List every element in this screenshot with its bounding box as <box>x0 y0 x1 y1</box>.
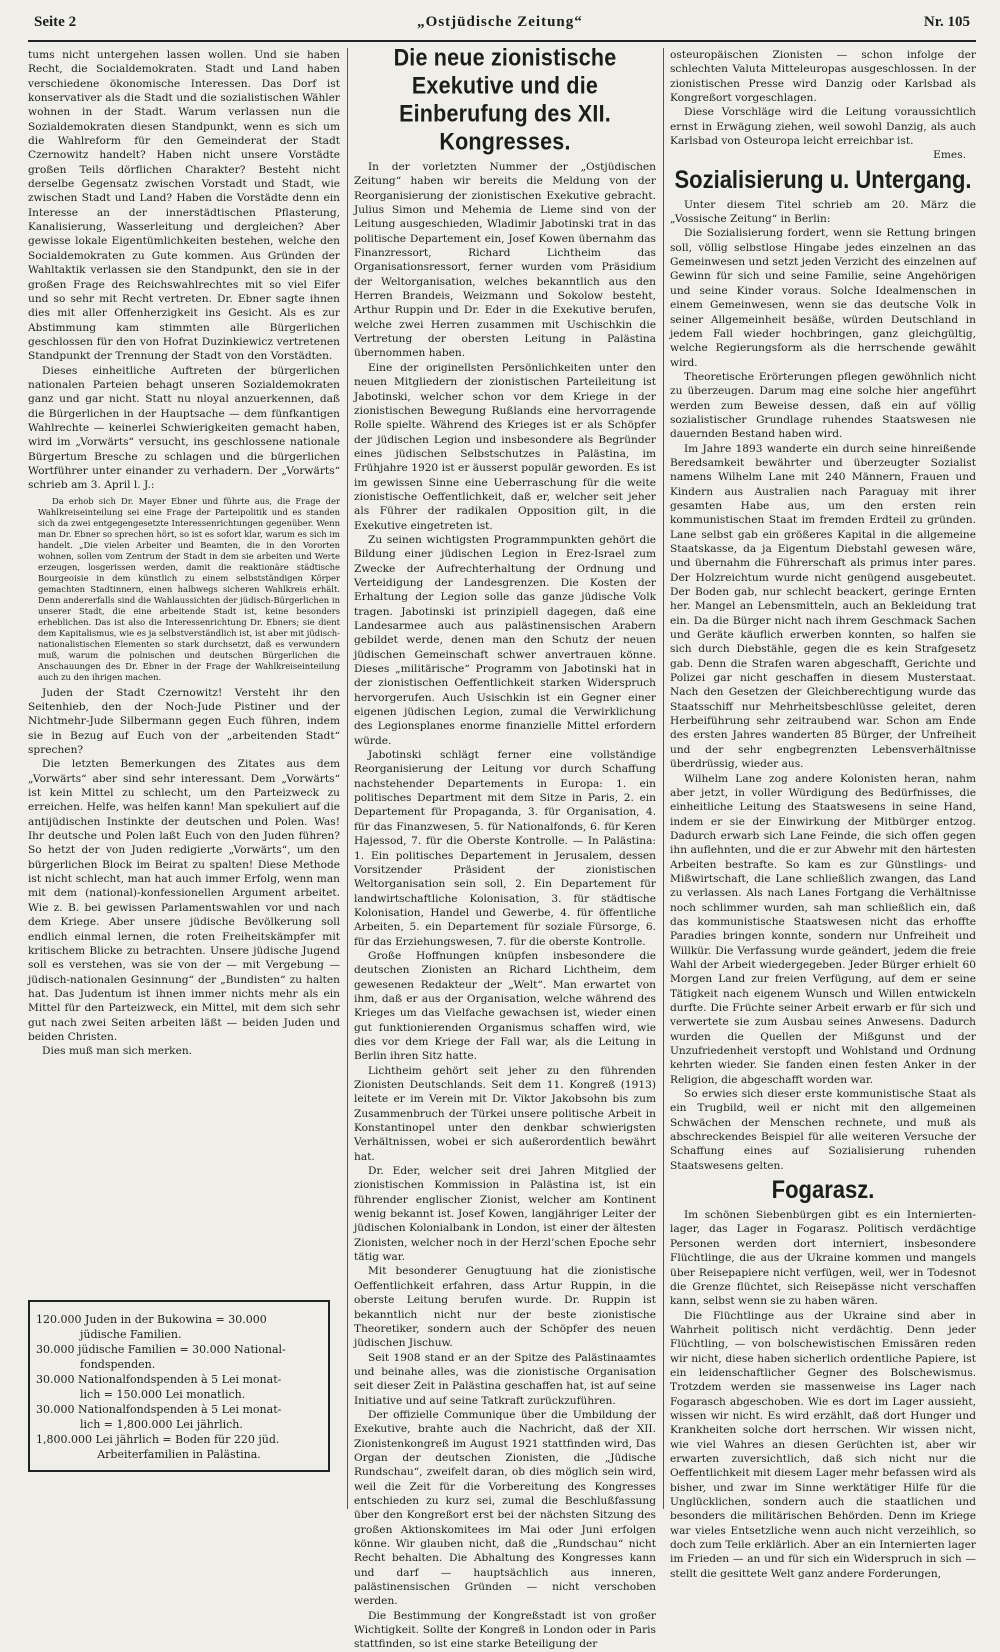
article-paragraph: Dies muß man sich merken. <box>42 1045 193 1058</box>
box-line: lich = 150.000 Lei monatlich. <box>80 1388 246 1401</box>
article-headline: Die neue zionistische Exekutive und die Einberufung des XII. Kongresses. <box>393 44 617 155</box>
column-1 <box>28 48 340 1509</box>
box-line: 30.000 Nationalfondspenden à 5 Lei monat- <box>36 1373 282 1386</box>
article-paragraph: Mit besonderer Genugtuung hat die zionistische Oeffentlichkeit erfahren, dass Artur Ruppin, in die oberste Leitung berufen wurde. Dr. Ruppin ist bekanntlich nicht nur der beste zionistische Theoretiker, sondern auch der Schöpfer des neuen jüdischen Jischuw. <box>354 1265 656 1350</box>
article-paragraph: Die letzten Bemerkungen des Zitates aus dem „Vorwärts“ aber sind sehr interessant. Dem „Vorwärts“ ist kein Mittel zu schlecht, um den Parteizweck zu erreichen. Helfe, was helfen kann! Man spekuliert auf die antijüdischen Instinkte der deutschen und Polen. Was! Ihr deutsche und Polen laßt Euch von den Juden führen? So hetzt der von Juden redigierte „Vorwärts“, um den bürgerlichen Block im Beirat zu spalten! Diese Methode ist nicht schlecht, man hat auch immer Erfolg, wenn man mit dem (national)-konfessionellen Argument arbeitet. Wie z. B. bei gewissen Parlamentswahlen vor und nach dem Kriege. Aber unsere jüdische Bevölkerung soll endlich einmal lernen, die roten Freiheitskämpfer mit kritischem Blicke zu betrachten. Unsere jüdische Jugend soll es verstehen, was sie von der — mit Vergebung — jüdisch-nationalen Gesinnung“ der „Bundisten“ zu halten hat. Das Judentum ist ihnen immer nichts mehr als ein Mittel für den Parteizweck, ein Mittel, mit dem sich sehr gut nach zwei Seiten arbeiten läßt — beiden Juden und beiden Christen. <box>28 758 340 1043</box>
article-paragraph: tums nicht untergehen lassen wollen. Und sie haben Recht, die Socialdemokraten. Stadt und Land haben verschiedene ökonomische Interessen. Das Dorf ist konservativer als die Stadt und die sozialistischen Wähler wohnen in der Stadt. Warum verlassen nun die Sozialdemokraten diesen Standpunkt, wenn es sich um die Wahlreform für den Gemeinderat der Stadt Czernowitz handelt? Haben nicht unsere Vorstädte großen Teils dörflichen Charakter? Besteht nicht derselbe Gegensatz zwischen Vorstadt und Stadt, wie zwischen Stadt und Land? Haben die Vorstädte denn ein Interesse an der innerstädtischen Pflasterung, Kanalisierung, Wasserleitung und dergleichen? Aber gewisse lokale Eigentümlichkeiten bestehen, welche den Socialdemokraten zu Gute kommen. Aus Gründen der Wahltaktik verlassen sie den Standpunkt, den sie in der großen Frage des Reichswahlrechtes mit so viel Eifer und so sehr mit Recht vertreten. Dr. Ebner sagte ihnen dies mit aller Offenherzigkeit ins Gesicht. Als es zur Abstimmung kam stimmten alle Bürgerlichen geschlossen für den von Hofrat Duzinkiewicz vertretenen Standpunkt der Trennung der Stadt von den Vorstädten. <box>28 49 340 363</box>
box-line: fondspenden. <box>80 1358 156 1371</box>
box-line: jüdische Familien. <box>80 1328 182 1341</box>
article-paragraph: Zu seinen wichtigsten Programmpunkten gehört die Bildung einer jüdischen Legion in Erez-Israel zum Zwecke der Aufrechterhaltung der Ordnung und Verteidigung der Landesgrenzen. Die Kosten der Erhaltung der Legion solle das ganze jüdische Volk tragen. Jabotinski ist prinzipiell dagegen, daß eine Landesarmee auch aus palästinensischen Arabern gebildet werde, denen man den Schutz der neuen jüdischen Gemeinschaft schwer anvertrauen könne. Dieses „militärische“ Programm von Jabotinski hat in der zionistischen Oeffentlichkeit starken Widerspruch hervorgerufen. Auch Usischkin ist ein Gegner einer eigenen jüdischen Legion, zumal die Verwirklichung des Legionsplanes enorme finanzielle Mittel erfordern würde. <box>354 533 656 747</box>
article-headline: Sozialisierung u. Untergang. <box>674 164 972 194</box>
article-paragraph: Jabotinski schlägt ferner eine vollständige Reorganisierung der Leitung vor durch Schaffung nachstehender Departements in Europa: 1. ein politisches Department mit dem Sitze in Paris, 2. ein Departement für Propaganda, 3. für Organisation, 4. für das Finanzwesen, 5. für Nationalfonds, 6. für Keren Hajessod, 7. für die Oberste Kontrolle. — In Palästina: 1. Ein politisches Departement in Jerusalem, dessen Vorsitzender Präsident der zionistischen Weltorganisation sein soll, 2. Ein Departement für landwirtschaftliche Kolonisation, 3. für städtische Kolonisation, Handel und Gewerbe, 4. für öffentliche Arbeiten, 5. ein Departement für soziale Fürsorge, 6. für das Erziehungswesen, 7. für die oberste Kontrolle. <box>354 749 656 948</box>
article-paragraph: Juden der Stadt Czernowitz! Versteht ihr den Seitenhieb, den der Noch-Jude Pistiner und der Nichtmehr-Jude Silbermann gegen Euch führen, indem sie in Bezug auf Euch von der „arbeitenden Stadt“ sprechen? <box>28 686 340 757</box>
article-paragraph: Die Flüchtlinge aus der Ukraine sind aber in Wahrheit politisch nicht verdächtig. Denn jeder Flüchtling, — von bolschewistischen Emissären reden wir nicht, diese haben sicherlich ordentliche Papiere, ist ein leidenschaftlicher Gegner des Bolschewismus. Trotzdem werden sie massenweise ins Lager nach Fogarasch abgeschoben. Wie es dort im Lager aussieht, wissen wir nicht. Es wird erzählt, daß dort Hunger und Krankheiten solche dort herrschen. Wir wissen nicht, wie viel Wahres an diesen Gerüchten ist, aber wir erwarten zuversichtlich, daß sich nicht nur die Oeffentlichkeit mit diesem Lager mehr befassen wird als bisher, und zwar im Sinne werktätiger Hilfe für die Unglücklichen, sondern auch die staatlichen und besonders die militärischen Behörden. Denn im Kriege war vieles Entsetzliche wenn auch nicht verzeihlich, so doch zum Teile erklärlich. Aber an ein Internierten lager im Frieden — an und für sich ein Widerspruch in sich — stellt die gesittete Welt ganz andere Forderungen, <box>670 1309 976 1580</box>
article-paragraph: In der vorletzten Nummer der „Ostjüdischen Zeitung“ haben wir bereits die Meldung von der Reorganisierung der zionistischen Exekutive gebracht. Julius Simon und Mehemia de Lieme sind von der Leitung ausgeschieden, Wladimir Jabotinski trat in das politische Departement ein, Josef Kowen übernahm das Finanzressort, Richard Lichtheim das Organisationsressort, ferner wurden vom Präsidium der Weltorganisation, welches bekanntlich aus den Herren Brandeis, Weizmann und Sokolow besteht, Arthur Ruppin und Dr. Eder in die Exekutive berufen, welche zwei Herren zusammen mit Uschischkin die Vertretung der obersten Leitung in Palästina übernommen haben. <box>354 161 656 360</box>
article-paragraph: Diese Vorschläge wird die Leitung voraussichtlich ernst in Erwägung ziehen, weil sowohl Danzig, als auch Karlsbad von Osteuropa leicht erreichbar ist. <box>670 106 976 148</box>
article-paragraph: Die Sozialisierung fordert, wenn sie Rettung bringen soll, völlig selbstlose Hingabe jedes einzelnen an das Gemeinwesen und setzt jeden Verzicht des einzelnen auf Gewinn für sich und seine Familie, seine Angehörigen und seine Kinder voraus. Solche Idealmenschen in einem Gemeinwesen, wenn sie das deutsche Volk in seiner Allgemeinheit besäße, würden Deutschland in jedem Fall wieder hochbringen, ganz gleichgültig, welche Regierungsform als die herrschende gewählt wird. <box>670 227 976 369</box>
article-paragraph: Wilhelm Lane zog andere Kolonisten heran, nahm aber jetzt, in voller Würdigung des Bedürfnisses, die einheitliche Leitung des Staatswesens in seine Hand, indem er sie der Einwirkung der Mitbürger entzog. Dadurch erwarb sich Lane Feinde, die sich offen gegen ihn auflehnten, und die er zur Abwehr mit den härtesten Arbeiten bestrafte. So kam es zur Günstlings- und Mißwirtschaft, die Lane schließlich zwangen, das Land zu verlassen. Als nach Lanes Fortgang die Verhältnisse noch schlimmer wurden, sah man schließlich ein, daß das kommunistische Staatswesen nicht das erhoffte Paradies bringen konnte, sondern nur Unfreiheit und Willkür. Die Verfassung wurde geändert, jedem die freie Wahl der Arbeit wiedergegeben. Jeder Bürger erhielt 60 Morgen Land zur freien Verfügung, auf dem er seine Tätigkeit nach eigenem Wunsch und Willen entwickeln durfte. Die Früchte seiner Arbeit erwarb er für sich und verwertete sie zum Ausbau seines Anwesens. Dadurch wurden die Quellen der Mißgunst und der Unzufriedenheit verstopft und Wohlstand und Ordnung kehrten wieder. Sie fanden einen festen Anker in der Religion, die abgeschafft worden war. <box>670 772 976 1086</box>
column-divider <box>347 48 348 1509</box>
article-paragraph: Lichtheim gehört seit jeher zu den führenden Zionisten Deutschlands. Seit dem 11. Kongreß (1913) leitete er im Verein mit Dr. Viktor Jakobsohn bis zum Zusammenbruch der Türkei unsere politische Arbeit in Konstantinopel unter den denkbar schwierigsten Verhältnissen, wobei er sich außerordentlich bewährt hat. <box>354 1064 656 1163</box>
article-paragraph: osteuropäischen Zionisten — schon infolge der schlechten Valuta Mitteleuropas ausgeschlossen. In der zionistischen Presse wird Danzig oder Karlsbad als Kongreßort vorgeschlagen. <box>670 49 976 105</box>
article-paragraph: Im schönen Siebenbürgen gibt es ein Internierten-lager, das Lager in Fogarasz. Politisch verdächtige Personen werden dort interniert, insbesondere Flüchtlinge, die aus der Ukraine kommen und mangels über Reisepapiere nicht verfügen, weil, wer in Todesnot die Grenze flüchtet, sich Reisepässe nicht verschaffen kann, selbst wenn sie zu haben wären. <box>670 1209 976 1308</box>
box-line: 30.000 jüdische Familien = 30.000 National- <box>36 1343 286 1356</box>
article-headline: Fogarasz. <box>771 1175 875 1204</box>
article-paragraph: Der offizielle Communique über die Umbildung der Exekutive, brahte auch die Nachricht, daß der XII. Zionistenkongreß im August 1921 stattfinden wird, Das Organ der deutschen Zionisten, die „Jüdische Rundschau“, zweifelt daran, ob dies möglich sein wird, weil die Zeit für die Vorbereitung des Kongresses entschieden zu kurz sei, zumal die Beschlußfassung über den Kongreßort erst bei der nächsten Sitzung des großen Aktionskomitees im Mai oder Juni erfolgen könne. Wir glauben nicht, daß die „Rundschau“ nicht Recht behalten. Die Abhaltung des Kongresses kann und darf — hauptsächlich aus inneren, palästinensischen Gründen — nicht verschoben werden. <box>354 1408 656 1608</box>
article-paragraph: Dr. Eder, welcher seit drei Jahren Mitglied der zionistischen Kommission in Palästina ist, ist ein führender englischer Zionist, welcher am Kontinent wenig bekannt ist. Josef Kowen, langjähriger Leiter der jüdischen Kolonialbank in London, ist einer der ältesten Zionisten, welcher noch in der Herzl’schen Epoche sehr tätig war. <box>354 1165 656 1264</box>
author-signature: Emes. <box>933 149 966 162</box>
issue-number: Nr. 105 <box>923 14 970 30</box>
quote-block: Da erhob sich Dr. Mayer Ebner und führte aus, die Frage der Wahlkreiseinteilung sei eine Frage der Parteipolitik und es standen sich da zwei entgegengesetzte Interessenrichtungen gegenüber. Wenn man Dr. Ebner so sprechen hört, so ist es sofort klar, warum es sich im handelt. „Die vielen Arbeiter und Beamten, die in den Vororten wohnen, sollen vom Zentrum der Stadt in dem sie arbeiten und Werte erzeugen, losgerissen werden, damit die reaktionäre städtische Bourgeoisie in dem künstlich zu einem selbstständigen Körper gemachten Stadtinnern, einen halbwegs sicheren Wahlkreis erhält. Denn andererfalls sind die Wahlaussichten der jüdisch-Bürgerlichen in unserer Stadt, die eine arbeitende Stadt ist, keine besonders erheblichen. Das ist also die Interessenrichtung Dr. Ebners; sie dient dem Kapitalismus, wie es ja selbstverständlich ist, ist aber mit jüdisch-nationalistischen Elementen so stark durchsetzt, daß es verwundern muß, warum die polnischen und deutschen Bürgerlichen die Anschauungen des Dr. Ebner in der Frage der Wahlkreiseinteilung auch zu den ihrigen machen. <box>38 495 340 682</box>
box-line: Arbeiterfamilien in Palästina. <box>97 1448 261 1461</box>
masthead <box>28 14 976 42</box>
article-paragraph: Theoretische Erörterungen pflegen gewöhnlich nicht zu überzeugen. Darum mag eine solche hier angeführt werden zum Beweise dessen, daß ein auf völlig sozialistischer Grundlage ruhendes Staatswesen nie dauernden Bestand haben wird. <box>670 370 976 441</box>
box-line: 30.000 Nationalfondspenden à 5 Lei monat- <box>36 1403 282 1416</box>
article-paragraph: Dieses einheitliche Auftreten der bürgerlichen nationalen Parteien behagt unseren Sozialdemokraten ganz und gar nicht. Statt nu nloyal anzuerkennen, daß die Bürgerlichen in der Hauptsache — dem fünfkantigen Wahlrechte — keinerlei Schwierigkeiten gemacht haben, wird im „Vorwärts“ versucht, ins geschlossene nationale Bürgertum Bresche zu schlagen und die bürgerlichen Wortführer unter einander zu verhadern. Der „Vorwärts“ schrieb am 3. April l. J.: <box>28 364 340 492</box>
article-paragraph: Unter diesem Titel schrieb am 20. März die „Vossische Zeitung“ in Berlin: <box>670 198 976 226</box>
article-paragraph: Eine der originellsten Persönlichkeiten unter den neuen Mitgliedern der zionistischen Parteileitung ist Jabotinski, welcher schon vor dem Kriege in der zionistischen Bewegung Rußlands eine hervorragende Rolle spielte. Während des Krieges ist er als Schöpfer der jüdischen Legion und insbesondere als Begründer eines jüdischen Selbstschutzes in Palästina, im Frühjahre 1920 ist er äusserst populär geworden. Es ist im gewissen Sinne eine Ueberraschung für die weite zionistische Oeffentlichkeit, daß er, welcher seit jeher als Führer der radikalen Opposition gilt, in die Exekutive eingetreten ist. <box>354 361 656 532</box>
page-number: Seite 2 <box>34 14 77 30</box>
fundraising-box <box>28 1300 330 1472</box>
box-line: 120.000 Juden in der Bukowina = 30.000 <box>36 1313 267 1326</box>
article-paragraph: So erwies sich dieser erste kommunistische Staat als ein Trugbild, weil er nicht mit den allgemeinen Schwächen der Menschen rechnete, und muß als abschreckendes Beispiel für alle weiteren Versuche der Schaffung eines auf Sozialisierung ruhenden Staatswesens gelten. <box>670 1088 976 1172</box>
column-divider <box>663 48 664 1509</box>
article-paragraph: Große Hoffnungen knüpfen insbesondere die deutschen Zionisten an Richard Lichtheim, dem gewesenen Redakteur der „Welt“. Man erwartet von ihm, daß er aus der Organisation, welche während des Krieges um das Vielfache gewachsen ist, wieder einen gut funktionierenden Organismus schaffen wird, wie dies vor dem Kriege der Fall war, als die Leitung in Berlin ihren Sitz hatte. <box>354 949 656 1063</box>
columns <box>28 44 976 1651</box>
column-2 <box>354 44 656 1651</box>
article-paragraph: Seit 1908 stand er an der Spitze des Palästinaamtes und beinahe alles, was die zionistische Organisation seit dieser Zeit in Palästina geschaffen hat, ist auf seine Initiative und auf seine Tatkraft zurückzuführen. <box>354 1351 656 1407</box>
column-3 <box>670 48 976 1580</box>
article-paragraph: Im Jahre 1893 wanderte ein durch seine hinreißende Beredsamkeit bewährter und überzeugter Sozialist namens Wilhelm Lane mit 240 Männern, Frauen und Kindern aus Australien nach Paraguay mit ihrer gesamten Habe aus, um den ersten rein kommunistischen Staat im fremden Erdteil zu gründen. Lane selbst gab ein größeres Kapital in die allgemeine Staatskasse, da ja Eigentum Diebstahl gewesen wäre, und übernahm die Führerschaft als primus inter pares. Der Holzreichtum wurde nicht genügend ausgebeutet. Der Boden gab, nur schlecht beackert, geringe Ernten her. Mangel an Lebensmitteln, auch an Bekleidung trat ein. Da die Bürger nicht nach ihrem Geschmack Sachen und Geräte käuflich erwerben konnten, so halfen sie sich durch Diebstähle, gegen die es kein Strafgesetz gab. Denn die Strafen waren abgeschafft, Gerichte und Polizei gar nicht geschaffen in diesem Musterstaat. Nach den Gesetzen der Gleichberechtigung wurde das Staatsschiff nur Mehrheitsbeschlüsse geleitet, deren Herbeiführung sehr zeitraubend war. Schon am Ende des ersten Jahres wanderten 85 Bürger, der Unfreiheit und der sehr engbegrenzten Lebensverhältnisse überdrüssig, wieder aus. <box>670 442 976 771</box>
newspaper-title: „Ostjüdische Zeitung“ <box>417 14 583 30</box>
box-line: 1,800.000 Lei jährlich = Boden für 220 jüd. <box>36 1433 280 1446</box>
article-paragraph: Die Bestimmung der Kongreßstadt ist von großer Wichtigkeit. Sollte der Kongreß in London oder in Paris stattfinden, so ist eine starke Beteiligung der <box>354 1609 656 1651</box>
box-line: lich = 1,800.000 Lei jährlich. <box>80 1418 243 1431</box>
